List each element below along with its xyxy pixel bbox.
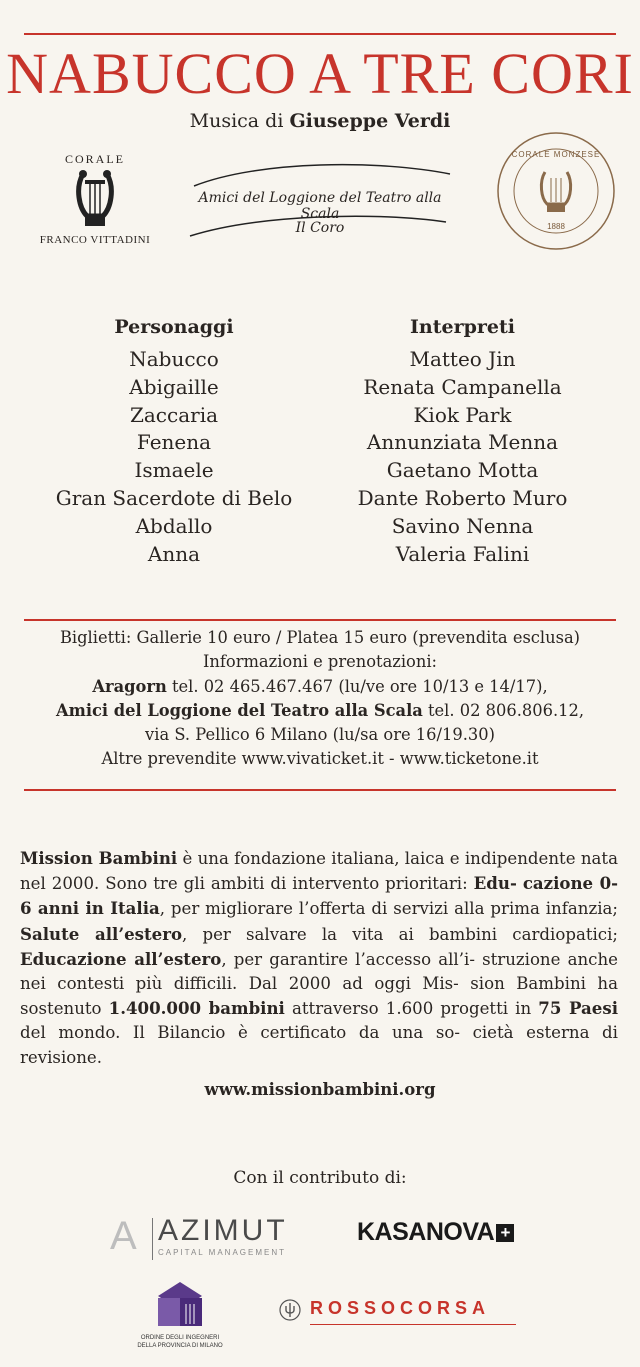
role-item: Abdallo [135,513,213,538]
role-item: Nabucco [129,347,219,371]
kasanova-plus-icon: + [496,1224,514,1242]
mission-text-run: sion Bambini ha sostenuto [20,974,618,1019]
corale-monzese-seal [495,130,617,252]
kasanova-word: KASANOVA [357,1218,495,1246]
mission-text-run: progetti in [440,999,539,1019]
amici-logo-line2: Il Coro [295,220,345,236]
seal-year: 1888 [547,222,565,231]
ordine-text [130,1334,230,1350]
lyre-seal-icon [495,130,617,252]
performer-item: Gaetano Motta [386,458,539,483]
mission-text-run: prima infanzia; [490,899,619,919]
lyre-icon [75,168,115,232]
mission-text-run: Edu- [473,873,517,894]
maserati-trident-icon [278,1298,302,1322]
azimut-mark: A [110,1214,137,1258]
seal-top-text: CORALE MONZESE [511,150,601,159]
tickets-info [20,626,620,772]
role-item: Anna [147,541,201,566]
ordine-mark-icon [150,1276,210,1332]
role-item: Gran Sacerdote di Belo [55,485,293,510]
mission-text-run: Salute all’estero [20,923,183,944]
mission-text-run: , per salvare la vita ai bambini [182,924,498,944]
tickets-top-rule [24,619,616,621]
role-item: Fenena [136,430,212,455]
mission-text-run: , per migliorare l’offerta di servizi alla [159,899,485,919]
aragorn-contact [20,675,620,699]
subtitle-prefix: Musica di [189,110,284,132]
rossocorsa-word: ROSSOCORSA [310,1298,491,1318]
amici-loggione-logo [180,150,460,250]
performer-item: Savino Nenna [391,513,534,538]
mission-text-run: nata nel 2000. Sono tre gli ambiti di intervento prioritari: [20,849,618,894]
mission-text-run: Educazione all’estero [20,948,222,969]
mission-text-run: Mission Bambini [20,848,178,868]
performer-item: Annunziata Menna [366,430,559,455]
rossocorsa-underline [310,1324,516,1325]
ticket-prices: Biglietti: Gallerie 10 euro / Platea 15 euro (prevendita esclusa) [59,628,581,647]
mission-text-run: , per garantire l’accesso all’i- [221,949,475,969]
page-title: NABUCCO A TRE CORI [6,41,634,106]
top-rule [24,33,616,35]
tickets-bottom-rule [24,789,616,791]
amici-address: via S. Pellico 6 Milano (lu/sa ore 16/19.30) [145,725,495,745]
composer-name: Giuseppe Verdi [289,110,451,132]
aragorn-details: tel. 02 465.467.467 (lu/ve ore 10/13 e 14/17), [166,676,548,696]
role-item: Zaccaria [129,402,219,427]
performer-item: Valeria Falini [395,541,530,566]
amici-logo-line1: Amici del Loggione del Teatro alla Scala [198,190,442,222]
performer-item: Matteo Jin [409,347,516,371]
mission-text-run: 1.400.000 bambini [108,998,285,1019]
corale-arc-text: CORALE [65,152,125,166]
kasanova-logo [357,1218,514,1247]
mission-text-run: struzione anche nei contesti più difficili. Dal 2000 ad oggi Mis- [20,949,618,994]
mission-text-run: cazione 0-6 anni in Italia [20,873,619,919]
rossocorsa-logo [278,1298,518,1328]
amici-name: Amici del Loggione del Teatro alla Scala [55,700,423,720]
mission-paragraph [20,846,618,1070]
corale-name: FRANCO VITTADINI [39,234,151,246]
roles-list [40,346,308,568]
azimut-divider [152,1218,153,1260]
mission-text-run: 75 Paesi [538,998,618,1019]
role-item: Ismaele [134,458,214,483]
info-label: Informazioni e prenotazioni: [202,652,438,672]
mission-url[interactable]: www.missionbambini.org [204,1080,436,1099]
role-item: Abigaille [129,374,219,399]
aragorn-name: Aragorn [92,676,167,696]
other-sales[interactable]: Altre prevendite www.vivaticket.it - www.ticketone.it [101,749,539,769]
ordine-line1: ORDINE DEGLI INGEGNERI [140,1335,220,1341]
amici-details: tel. 02 806.806.12, [422,700,585,720]
amici-contact [20,699,620,723]
azimut-sub: CAPITAL MANAGEMENT [158,1248,287,1257]
composer-line [0,110,640,132]
mission-text-run: è una fondazione italiana, laica e indipendente [177,849,576,868]
performer-item: Renata Campanella [363,374,562,399]
azimut-logo [100,1212,310,1262]
ordine-ingegneri-logo [130,1276,230,1356]
mission-text-run: cardiopatici; [512,924,619,944]
mission-text-run: del mondo. Il Bilancio è certificato da una so- [20,1023,460,1043]
performers-list [330,346,595,568]
contrib-label: Con il contributo di: [233,1168,407,1188]
performer-item: Dante Roberto Muro [357,485,568,510]
azimut-word: AZIMUT [158,1214,288,1247]
performers-heading: Interpreti [410,316,515,338]
corale-vittadini-logo [20,150,170,250]
performer-item: Kiok Park [413,402,512,427]
mission-text-run: cietà esterna di revisione. [20,1023,618,1067]
mission-text-run: attraverso 1.600 [284,999,434,1019]
ordine-line2: DELLA PROVINCIA DI MILANO [137,1343,223,1349]
roles-heading: Personaggi [114,316,234,338]
